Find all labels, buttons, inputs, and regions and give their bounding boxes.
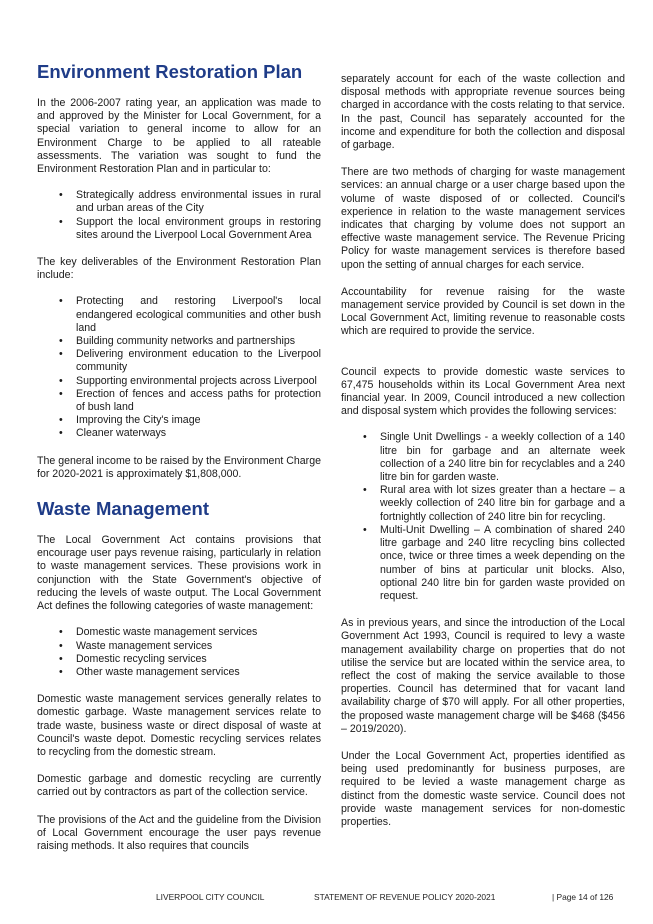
list-item: • Rural area with lot sizes greater than a hectare – a weekly collection of 240 litre bin for garbage and a fortnightly collection of 240 litre bin for recycling. — [363, 484, 625, 523]
bullet-icon: • — [59, 652, 63, 665]
footer-page-number: | Page 14 of 126 — [552, 892, 614, 902]
services-list — [341, 431, 625, 603]
list-item: • Erection of fences and access paths for protection of bush land — [59, 387, 321, 414]
paragraph-accountability: Accountability for revenue raising for the waste management service provided by Council is set down in the Local Government Act, limiting revenue to reasonable costs which are required to provide the service. — [341, 285, 625, 338]
list-item: • Building community networks and partnerships — [59, 335, 296, 348]
env-aims-list — [37, 189, 321, 242]
list-item: • Protecting and restoring Liverpool's local endangered ecological communities and other bush land — [59, 295, 321, 334]
list-item: • Support the local environment groups in restoring sites around the Liverpool Local Government Area — [59, 215, 321, 241]
paragraph-general-income: The general income to be raised by the Environment Charge for 2020-2021 is approximately $1,808,000. — [37, 454, 321, 480]
list-item: • Cleaner waterways — [59, 427, 167, 440]
paragraph-provisions: The provisions of the Act and the guideline from the Division of Local Government encourage the user pays revenue raising methods. It also requires that councils — [37, 813, 321, 852]
waste-categories-list — [37, 626, 321, 679]
bullet-icon: • — [363, 523, 367, 536]
paragraph-waste-act: The Local Government Act contains provisions that encourage user pays revenue raising, particularly in relation to waste management services. These provisions work in conjunction with the State Government's objective of reducing the levels of waste output. The Local Government Act defines the following categories of waste management: — [37, 534, 321, 613]
list-item: • Domestic waste management services — [59, 626, 258, 639]
list-item: • Domestic recycling services — [59, 652, 207, 665]
bullet-icon: • — [59, 665, 63, 678]
paragraph-deliverables-intro: The key deliverables of the Environment Restoration Plan include: — [37, 256, 321, 282]
bullet-icon: • — [59, 427, 63, 440]
list-item: • Strategically address environmental issues in rural and urban areas of the City — [59, 189, 321, 215]
paragraph-business-properties: Under the Local Government Act, properties identified as being used predominantly for business purposes, are required to be levied a waste management charge as distinct from the domestic waste service. Council does not provide waste management services for non-domestic properties. — [341, 749, 625, 828]
bullet-icon: • — [59, 387, 63, 400]
bullet-icon: • — [363, 431, 367, 444]
bullet-icon: • — [59, 348, 63, 361]
footer-document-title: STATEMENT OF REVENUE POLICY 2020-2021 — [314, 892, 496, 902]
list-item: • Supporting environmental projects across Liverpool — [59, 374, 317, 387]
list-item: • Delivering environment education to the Liverpool community — [59, 348, 321, 374]
paragraph-env-intro: In the 2006-2007 rating year, an application was made to and approved by the Minister for Local Government, for a special variation to general income to allow for an Environment Charge to be applied to all rateable assessments. The variation was sought to fund the Environment Restoration Plan and in particular to: — [37, 97, 321, 176]
left-column — [37, 0, 321, 853]
bullet-icon: • — [59, 215, 63, 228]
heading-environment-restoration-plan: Environment Restoration Plan — [37, 61, 303, 82]
list-item: • Improving the City's image — [59, 414, 201, 427]
list-item: • Multi-Unit Dwelling – A combination of shared 240 litre garbage and 240 litre recycling bins collected once, twice or three times a week depending on the number of bins at particular unit blocks. Also, optional 240 litre bin for garden waste provided on request. — [363, 523, 625, 602]
deliverables-list — [37, 295, 321, 440]
bullet-icon: • — [363, 484, 367, 497]
paragraph-contractors: Domestic garbage and domestic recycling are currently carried out by contractors as part of the collection service. — [37, 773, 321, 799]
list-item: • Other waste management services — [59, 665, 240, 678]
bullet-icon: • — [59, 189, 63, 202]
paragraph-council-expects: Council expects to provide domestic waste services to 67,475 households within its Local Government Area next financial year. In 2009, Council introduced a new collection and disposal system which provides the following services: — [341, 365, 625, 418]
bullet-icon: • — [59, 414, 63, 427]
paragraph-separately-account: separately account for each of the waste collection and disposal methods with appropriate revenue sources being charged in accordance with the costs relating to that service. In the past, Council has separately accounted for the income and expenditure for both the collection and disposal of garbage. — [341, 73, 625, 152]
paragraph-domestic-services: Domestic waste management services generally relates to domestic garbage. Waste management services relate to trade waste, business waste or direct disposal of waste at Council's waste depot. Domestic recycling services relates to recycling from the domestic stream. — [37, 693, 321, 758]
right-column — [341, 0, 625, 829]
bullet-icon: • — [59, 639, 63, 652]
bullet-icon: • — [59, 626, 63, 639]
list-item: • Single Unit Dwellings - a weekly collection of a 140 litre bin for garbage and an alternate week collection of a 240 litre bin for recyclables and a 240 litre bin for garden waste. — [363, 431, 625, 484]
bullet-icon: • — [59, 295, 63, 308]
list-item: • Waste management services — [59, 639, 213, 652]
footer-council-name: LIVERPOOL CITY COUNCIL — [156, 892, 265, 902]
bullet-icon: • — [59, 374, 63, 387]
bullet-icon: • — [59, 335, 63, 348]
paragraph-previous-years: As in previous years, and since the introduction of the Local Government Act 1993, Council is required to levy a waste management availability charge on properties that do not utilise the service but are located within the service area, to reflect the cost of making the service available to those properties. Council has determined that for vacant land availability charge of $70 will apply. For all other properties, the proposed waste management charge will be $468 ($456 – 2019/2020). — [341, 617, 625, 735]
heading-waste-management: Waste Management — [37, 498, 210, 520]
paragraph-two-methods: There are two methods of charging for waste management services: an annual charge or a user charge based upon the volume of waste disposed of or collected. Council's experience in relation to the waste management services indicates that charging by volume does not support an effective waste management service. The Revenue Pricing Policy for waste management services is therefore based upon the setting of annual charges for each service. — [341, 166, 625, 271]
